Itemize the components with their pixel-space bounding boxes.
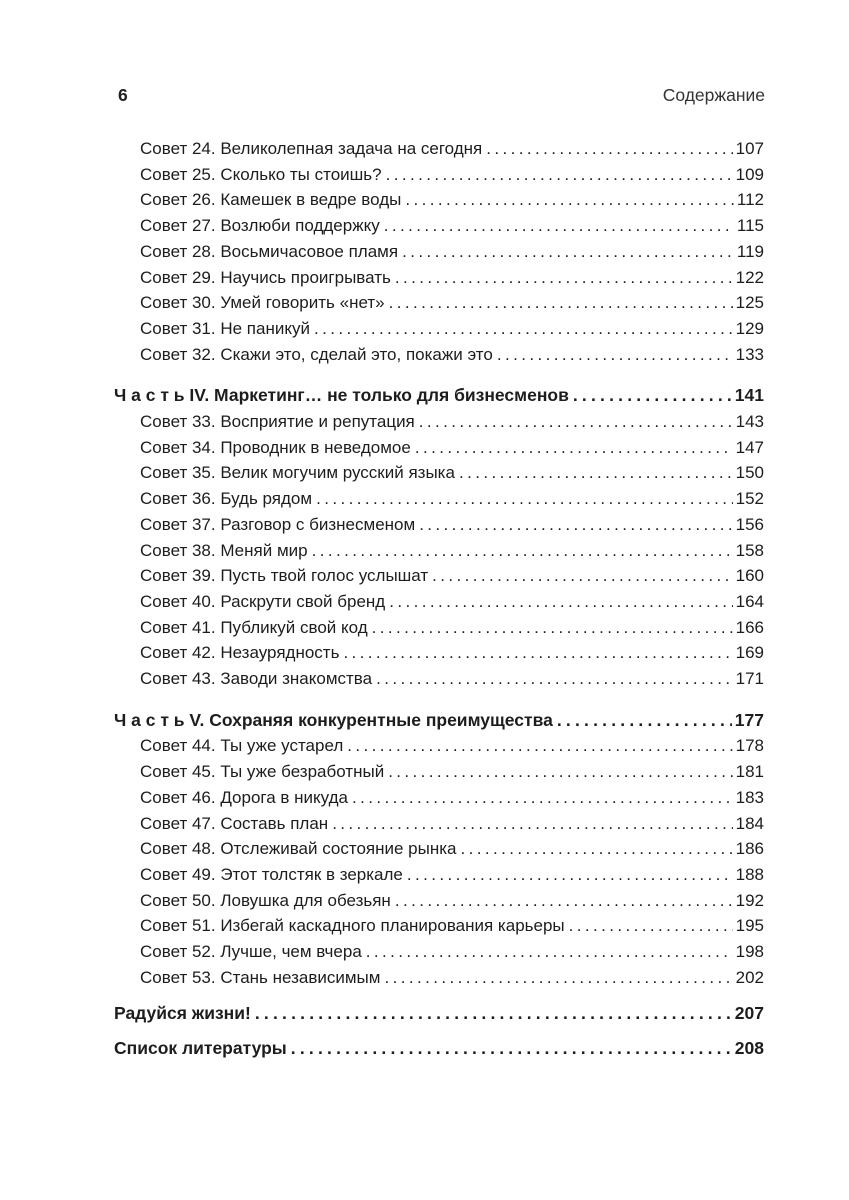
- dot-leader: [569, 913, 733, 939]
- toc-entry-page: 129: [735, 318, 764, 338]
- toc-entry-label: Ч а с т ь IV. Маркетинг… не только для бизнесменов: [114, 385, 569, 406]
- toc-row: [114, 136, 764, 162]
- toc-entry-label: Совет 48. Отслеживай состояние рынка: [140, 839, 457, 859]
- toc-entry-label: Совет 46. Дорога в никуда: [140, 787, 348, 807]
- toc-heading-row: [114, 708, 764, 734]
- toc-entry-label: Совет 40. Раскрути свой бренд: [140, 591, 386, 611]
- toc-entry-page: 192: [735, 890, 764, 910]
- dot-leader: [384, 965, 732, 991]
- toc-entry-label: Совет 24. Великолепная задача на сегодня: [140, 139, 483, 158]
- toc-entry-label: Совет 34. Проводник в неведомое: [140, 437, 411, 457]
- toc-entry-page: 188: [735, 864, 764, 884]
- dot-leader: [386, 162, 733, 188]
- toc-heading-row: [114, 1001, 764, 1027]
- toc-entry-label: Совет 52. Лучше, чем вчера: [140, 942, 362, 962]
- toc-entry-page: 158: [735, 540, 764, 560]
- toc-row: [114, 759, 764, 785]
- toc-entry-label: Совет 51. Избегай каскадного планирования карьеры: [140, 916, 565, 936]
- toc-entry-page: 112: [736, 190, 764, 210]
- toc-row: [114, 965, 764, 991]
- toc-entry-page: 195: [735, 916, 764, 936]
- toc-entry-page: 150: [735, 463, 764, 483]
- toc-entry-page: 133: [735, 344, 764, 364]
- toc-heading-row: [114, 1036, 764, 1062]
- toc-row: [114, 615, 764, 641]
- toc-entry-page: 169: [735, 643, 764, 663]
- toc-entry-label: Совет 42. Незаурядность: [140, 643, 340, 663]
- dot-leader: [332, 811, 732, 837]
- toc-entry-page: 107: [735, 139, 764, 158]
- toc-row: [114, 342, 764, 368]
- dot-leader: [432, 563, 732, 589]
- toc-entry-label: Совет 36. Будь рядом: [140, 489, 313, 509]
- dot-leader: [405, 187, 734, 213]
- toc-entry-page: 122: [735, 267, 764, 287]
- toc-entry-label: Совет 31. Не паникуй: [140, 318, 310, 338]
- dot-leader: [389, 290, 733, 316]
- toc-row: [114, 435, 764, 461]
- dot-leader: [366, 939, 733, 965]
- toc-row: [114, 913, 764, 939]
- toc-entry-label: Список литературы: [114, 1038, 287, 1059]
- toc-entry-label: Совет 26. Камешек в ведре воды: [140, 190, 402, 210]
- dot-leader: [316, 486, 733, 512]
- toc-entry-label: Совет 39. Пусть твой голос услышат: [140, 566, 429, 586]
- toc-entry-label: Совет 37. Разговор с бизнесменом: [140, 514, 416, 534]
- running-head: [118, 86, 765, 105]
- toc-row: [114, 486, 764, 512]
- dot-leader: [388, 759, 732, 785]
- toc-row: [114, 888, 764, 914]
- table-of-contents: [114, 136, 764, 1062]
- toc-entry-page: 198: [735, 942, 764, 962]
- toc-row: [114, 162, 764, 188]
- dot-leader: [415, 435, 733, 461]
- dot-leader: [352, 785, 733, 811]
- toc-row: [114, 409, 764, 435]
- page-number: 6: [118, 85, 128, 105]
- dot-leader: [255, 1001, 732, 1027]
- dot-leader: [557, 708, 732, 734]
- toc-entry-page: 119: [736, 241, 764, 261]
- toc-entry-label: Совет 29. Научись проигрывать: [140, 267, 391, 287]
- dot-leader: [419, 512, 732, 538]
- toc-entry-label: Совет 45. Ты уже безработный: [140, 762, 385, 782]
- toc-entry-page: 115: [736, 216, 764, 236]
- toc-entry-label: Совет 27. Возлюби поддержку: [140, 216, 380, 236]
- toc-row: [114, 239, 764, 265]
- dot-leader: [497, 342, 733, 368]
- toc-entry-page: 160: [735, 566, 764, 586]
- dot-leader: [376, 666, 733, 692]
- toc-entry-label: Совет 33. Восприятие и репутация: [140, 412, 415, 432]
- toc-entry-label: Радуйся жизни!: [114, 1002, 251, 1023]
- toc-entry-label: Совет 49. Этот толстяк в зеркале: [140, 864, 403, 884]
- dot-leader: [314, 316, 733, 342]
- dot-leader: [402, 239, 734, 265]
- toc-entry-page: 156: [735, 514, 764, 534]
- toc-row: [114, 811, 764, 837]
- toc-row: [114, 589, 764, 615]
- toc-row: [114, 265, 764, 291]
- toc-entry-label: Совет 47. Составь план: [140, 813, 329, 833]
- toc-entry-label: Совет 43. Заводи знакомства: [140, 669, 373, 689]
- toc-row: [114, 290, 764, 316]
- toc-entry-label: Совет 53. Стань независимым: [140, 967, 381, 987]
- dot-leader: [459, 460, 733, 486]
- dot-leader: [407, 862, 733, 888]
- toc-row: [114, 460, 764, 486]
- toc-entry-page: 186: [735, 839, 764, 859]
- toc-row: [114, 538, 764, 564]
- toc-row: [114, 939, 764, 965]
- toc-entry-page: 147: [735, 437, 764, 457]
- toc-entry-page: 109: [735, 164, 764, 184]
- toc-row: [114, 187, 764, 213]
- dot-leader: [312, 538, 733, 564]
- toc-entry-page: 166: [735, 617, 764, 637]
- toc-heading-row: [114, 383, 764, 409]
- dot-leader: [395, 888, 733, 914]
- toc-entry-page: 202: [735, 967, 764, 987]
- toc-entry-page: 178: [735, 736, 764, 756]
- toc-row: [114, 563, 764, 589]
- toc-entry-page: 184: [735, 813, 764, 833]
- toc-entry-label: Совет 25. Сколько ты стоишь?: [140, 164, 382, 184]
- dot-leader: [573, 383, 732, 409]
- dot-leader: [395, 265, 733, 291]
- toc-entry-page: 208: [734, 1038, 764, 1059]
- toc-entry-label: Совет 50. Ловушка для обезьян: [140, 890, 391, 910]
- toc-entry-label: Совет 28. Восьмичасовое пламя: [140, 241, 399, 261]
- toc-entry-page: 143: [735, 412, 764, 432]
- toc-entry-label: Совет 38. Меняй мир: [140, 540, 308, 560]
- toc-row: [114, 512, 764, 538]
- dot-leader: [343, 640, 732, 666]
- toc-entry-label: Совет 44. Ты уже устарел: [140, 736, 344, 756]
- toc-entry-page: 164: [735, 591, 764, 611]
- dot-leader: [347, 733, 732, 759]
- toc-row: [114, 316, 764, 342]
- dot-leader: [291, 1036, 732, 1062]
- toc-entry-page: 125: [735, 293, 764, 313]
- dot-leader: [384, 213, 734, 239]
- toc-row: [114, 862, 764, 888]
- toc-entry-page: 183: [735, 787, 764, 807]
- toc-row: [114, 213, 764, 239]
- dot-leader: [372, 615, 733, 641]
- toc-entry-label: Совет 32. Скажи это, сделай это, покажи это: [140, 344, 493, 364]
- toc-entry-label: Совет 35. Велик могучим русский языка: [140, 463, 455, 483]
- toc-entry-page: 177: [734, 709, 764, 730]
- toc-entry-label: Совет 41. Публикуй свой код: [140, 617, 368, 637]
- dot-leader: [389, 589, 732, 615]
- toc-entry-page: 152: [735, 489, 764, 509]
- toc-row: [114, 733, 764, 759]
- toc-entry-page: 181: [735, 762, 764, 782]
- toc-row: [114, 836, 764, 862]
- dot-leader: [419, 409, 733, 435]
- toc-entry-page: 141: [734, 385, 764, 406]
- dot-leader: [486, 136, 732, 162]
- toc-entry-label: Совет 30. Умей говорить «нет»: [140, 293, 385, 313]
- toc-row: [114, 785, 764, 811]
- toc-row: [114, 640, 764, 666]
- toc-row: [114, 666, 764, 692]
- toc-entry-page: 171: [735, 669, 764, 689]
- toc-entry-page: 207: [734, 1002, 764, 1023]
- running-head-title: Содержание: [662, 85, 765, 105]
- dot-leader: [461, 836, 733, 862]
- toc-entry-label: Ч а с т ь V. Сохраняя конкурентные преимущества: [114, 709, 553, 730]
